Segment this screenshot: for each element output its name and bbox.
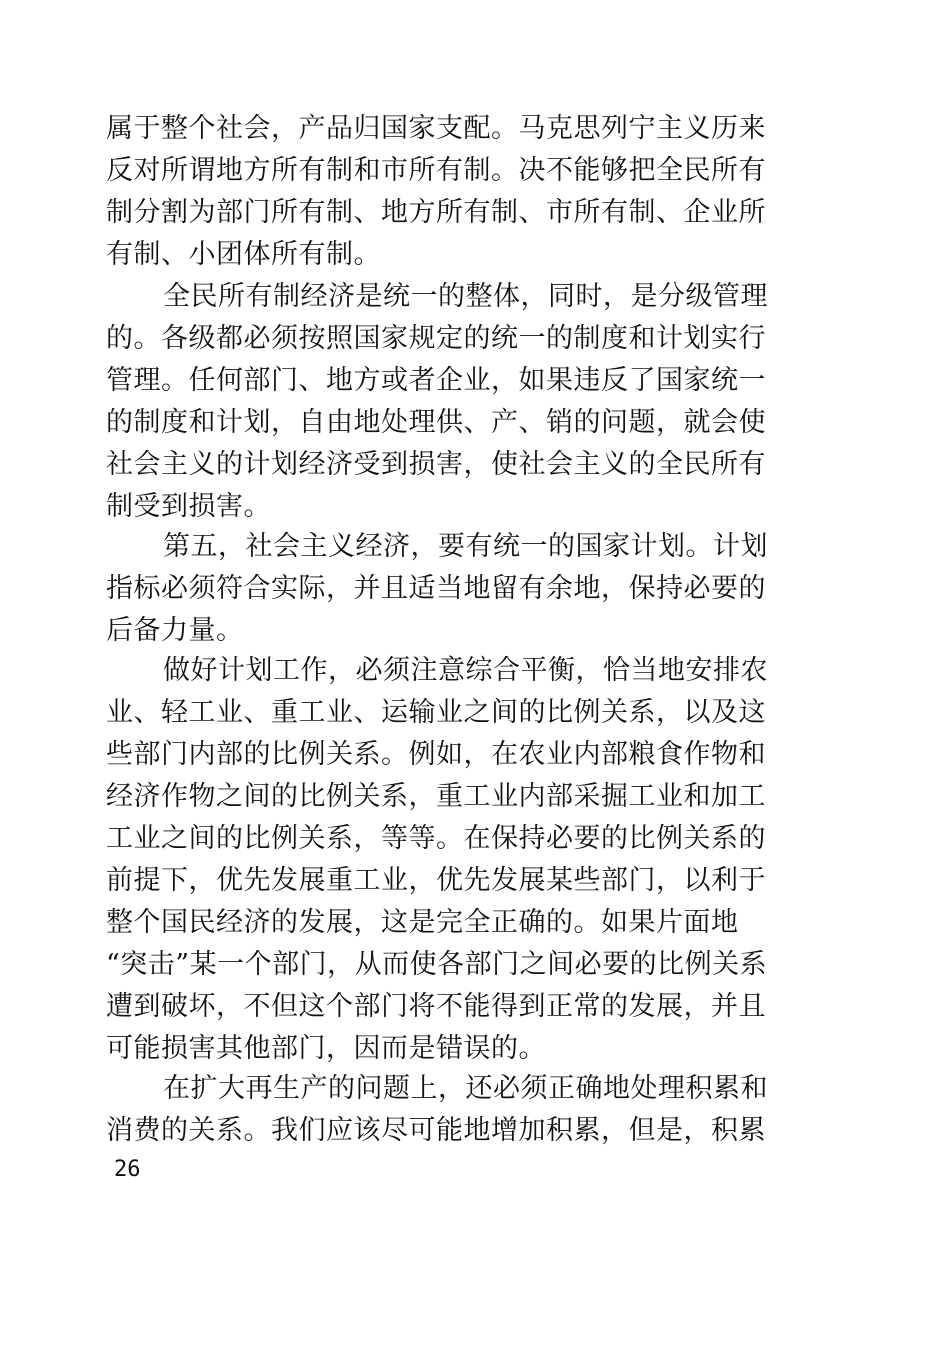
text-line: 做好计划工作，必须注意综合平衡，恰当地安排农 bbox=[163, 655, 768, 686]
text-line: 的制度和计划，自由地处理供、产、销的问题，就会使 bbox=[106, 407, 766, 438]
text-line: 指标必须符合实际，并且适当地留有余地，保持必要的 bbox=[106, 573, 766, 604]
text-line: 前提下，优先发展重工业，优先发展某些部门，以利于 bbox=[106, 865, 766, 896]
text-line: 有制、小团体所有制。 bbox=[106, 239, 381, 270]
text-line: 反对所谓地方所有制和市所有制。决不能够把全民所有 bbox=[106, 155, 766, 186]
text-line: 第五，社会主义经济，要有统一的国家计划。计划 bbox=[163, 531, 768, 562]
text-line: 制受到损害。 bbox=[106, 491, 271, 522]
text-line: 制分割为部门所有制、地方所有制、市所有制、企业所 bbox=[106, 197, 766, 228]
text-line: 的。各级都必须按照国家规定的统一的制度和计划实行 bbox=[106, 323, 766, 354]
text-line: 属于整个社会，产品归国家支配。马克思列宁主义历来 bbox=[106, 113, 766, 144]
text-line: 管理。任何部门、地方或者企业，如果违反了国家统一 bbox=[106, 365, 766, 396]
text-line: 消费的关系。我们应该尽可能地增加积累，但是，积累 bbox=[106, 1115, 766, 1146]
text-line: 经济作物之间的比例关系，重工业内部采掘工业和加工 bbox=[106, 781, 766, 812]
text-line: 业、轻工业、重工业、运输业之间的比例关系，以及这 bbox=[106, 697, 766, 728]
text-line: 在扩大再生产的问题上，还必须正确地处理积累和 bbox=[163, 1073, 768, 1104]
text-line: 全民所有制经济是统一的整体，同时，是分级管理 bbox=[163, 281, 768, 312]
text-line: 整个国民经济的发展，这是完全正确的。如果片面地 bbox=[106, 907, 739, 938]
text-line: 些部门内部的比例关系。例如，在农业内部粮食作物和 bbox=[106, 739, 766, 770]
text-line: 工业之间的比例关系，等等。在保持必要的比例关系的 bbox=[106, 823, 766, 854]
text-line: 遭到破坏，不但这个部门将不能得到正常的发展，并且 bbox=[106, 991, 766, 1022]
text-line: “突击”某一个部门，从而使各部门之间必要的比例关系 bbox=[106, 949, 768, 980]
text-line: 可能损害其他部门，因而是错误的。 bbox=[106, 1033, 546, 1064]
text-line: 后备力量。 bbox=[106, 615, 244, 646]
page-number: 26 bbox=[114, 1157, 141, 1182]
text-line: 社会主义的计划经济受到损害，使社会主义的全民所有 bbox=[106, 449, 766, 480]
